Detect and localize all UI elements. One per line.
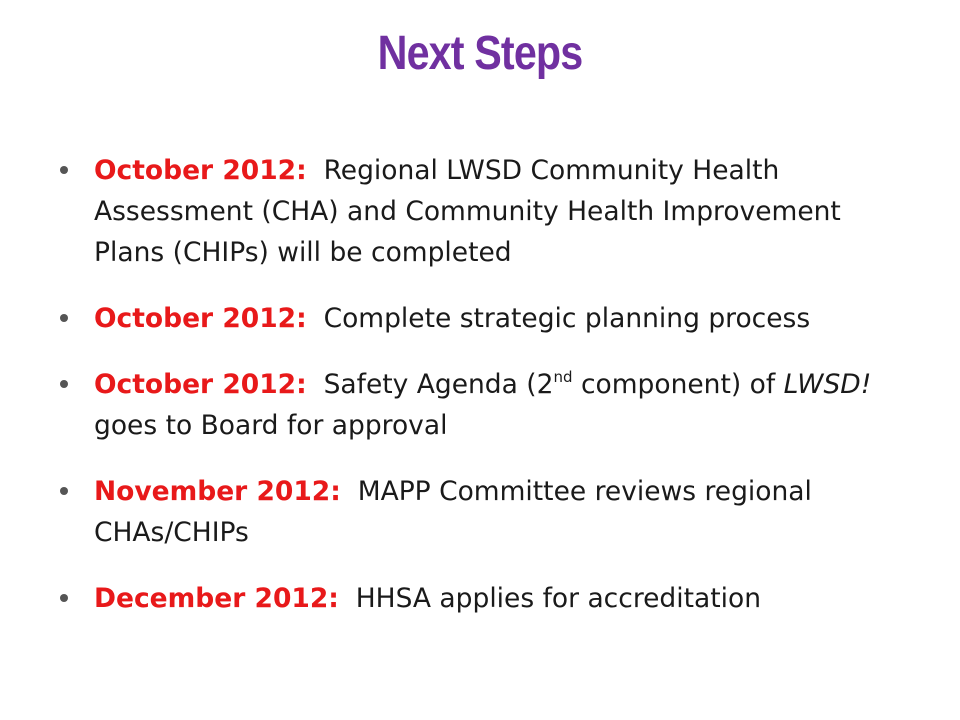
- bullet-icon: [60, 594, 68, 602]
- next-steps-list: [58, 150, 918, 644]
- item-date: October 2012:: [94, 155, 307, 186]
- item-text: MAPP Committee reviews regional CHAs/CHIPs: [94, 476, 812, 548]
- item-date: October 2012:: [94, 303, 307, 334]
- item-date: October 2012:: [94, 369, 307, 400]
- list-item: [58, 298, 918, 339]
- bullet-icon: [60, 314, 68, 322]
- ordinal-superscript: nd: [553, 368, 573, 386]
- list-item: [58, 578, 918, 619]
- list-item: [58, 364, 918, 446]
- item-date: December 2012:: [94, 583, 339, 614]
- item-text: Regional LWSD Community Health Assessment (CHA) and Community Health Improvement Plans (CHIPs) will be completed: [94, 155, 841, 268]
- program-name: LWSD!: [783, 369, 872, 400]
- bullet-icon: [60, 380, 68, 388]
- item-text: Complete strategic planning process: [323, 303, 811, 334]
- item-date: November 2012:: [94, 476, 341, 507]
- bullet-icon: [60, 166, 68, 174]
- slide-title: Next Steps: [377, 27, 583, 80]
- bullet-icon: [60, 487, 68, 495]
- item-text: HHSA applies for accreditation: [355, 583, 762, 614]
- list-item: [58, 471, 918, 553]
- item-text-part: component) of: [572, 369, 784, 400]
- item-text-part: Safety Agenda (2: [323, 369, 554, 400]
- list-item: [58, 150, 918, 273]
- item-text-part: goes to Board for approval: [94, 410, 448, 441]
